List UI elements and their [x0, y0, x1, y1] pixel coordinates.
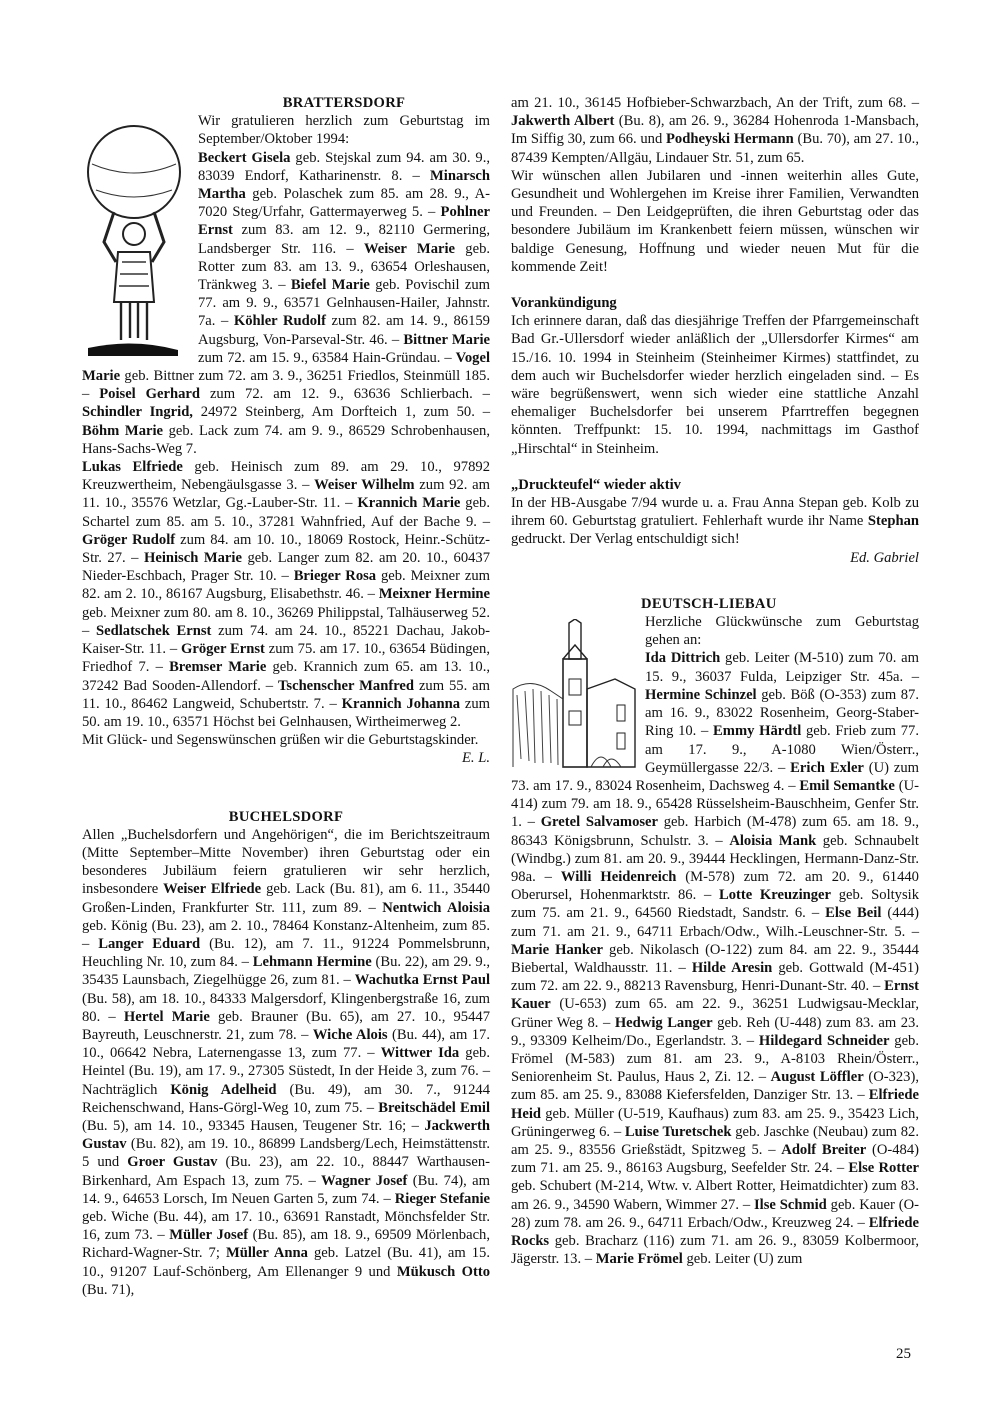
person-name: Gröger Rudolf: [82, 531, 176, 548]
brattersdorf-closing-text: Mit Glück- und Segenswünschen grüßen wir die Geburtstagskinder.: [82, 732, 479, 749]
entry-text: (Bu. 23), am 22. 10., 88447 Warthausen-Birkenhard, Am Espach 13, zum 75. –: [82, 1154, 490, 1189]
entry-text: geb. Stejskal zum 94. am 30. 9., 83039 Endorf, Katharinenstr. 8. –: [198, 149, 490, 184]
left-column: [82, 94, 490, 1299]
person-name: Groer Gustav: [127, 1154, 218, 1171]
entry-text: geb. Gottwald (M-451) zum 72. am 22. 9., 88213 Ravensburg, Henri-Dunant-Str. 40. –: [511, 959, 919, 995]
person-name: Else Beil: [825, 905, 882, 922]
person-name: Ida Dittrich: [645, 650, 721, 667]
person-name: Weiser Wilhelm: [314, 477, 415, 494]
entry-text: geb. Schubert (M-214, Wtw. v. Albert Rotter, Heimatdichter) zum 83. am 26. 9., 34590 Wabern, Wimmer 27. –: [511, 1178, 919, 1213]
person-name: Podheyski Hermann: [666, 131, 794, 148]
entry-text: (Bu. 49), am 30. 7., 91244 Reichenschwand, Hans-Görgl-Weg 10, zum 75. –: [82, 1081, 490, 1116]
entry-text: geb. Harbich (M-478) zum 65. am 18. 9., 86343 Königsbrunn, Schulstr. 3. –: [511, 814, 920, 849]
person-name: Nentwich Aloisia: [382, 899, 491, 916]
entry-text: In der HB-Ausgabe 7/94 wurde u. a. Frau Anna Stepan geb. Kolb zu ihrem 60. Geburtstag gratuliert. Fehlerhaft wurde ihr Name: [511, 495, 919, 530]
person-name: Pohlner Ernst: [198, 204, 490, 239]
person-name: Marie Frömel: [595, 1251, 683, 1268]
person-name: Lotte Kreuzinger: [718, 887, 831, 904]
entry-text: Allen „Buchelsdorfern und Angehörigen“, die im Berichtszeitraum (Mitte September–Mitte November) ihren Geburtstag oder ein besonderes Jubiläum feiern gratulieren wir sehr herzlich, insbesondere: [82, 826, 490, 898]
person-name: Tschenscher Manfred: [278, 677, 415, 694]
person-name: Müller Anna: [225, 1245, 308, 1262]
entry-text: geb. Heintel (Bu. 19), am 17. 9., 27305 Süstedt, In der Heide 3, zum 76. – Nachträglich: [82, 1045, 491, 1098]
entry-text: (Bu. 85), am 18. 9., 69509 Mörlenbach, Richard-Wagner-Str. 7;: [82, 1227, 490, 1262]
person-name: Adolf Breiter: [781, 1141, 867, 1158]
person-name: Mükusch Otto: [396, 1263, 490, 1280]
entry-text: (Bu. 22), am 29. 9., 35435 Launsbach, Ziegelhügge 26, zum 81. –: [82, 954, 490, 989]
person-name: Gretel Salvamoser: [540, 814, 659, 831]
person-name: Wagner Josef: [321, 1172, 408, 1189]
entry-text: geb. Langer zum 82. am 20. 10., 60437 Nieder-Eschbach, Prager Str. 10. –: [82, 550, 491, 585]
entry-text: (Bu. 82), am 19. 10., 86899 Landsberg/Lech, Heimstättenstr. 5 und: [82, 1136, 490, 1171]
entry-text: geb. Meixner zum 80. am 8. 10., 36269 Philippstal, Talhäuserweg 52. –: [82, 604, 490, 639]
person-name: Langer Eduard: [98, 935, 201, 952]
entry-text: (U-653) zum 65. am 22. 9., 36251 Ludwigsau-Mecklar, Grüner Weg 8. –: [511, 996, 919, 1031]
entry-text: geb. Bracharz (116) zum 71. am 26. 9., 83059 Kolbermoor, Jägerstr. 13. –: [511, 1232, 919, 1268]
person-name: Wachutka Ernst Paul: [354, 972, 490, 989]
person-name: Stephan: [867, 513, 919, 530]
entry-text: geb. Brauner (Bu. 65), am 27. 10., 95447 Bayreuth, Leuschnerstr. 21, zum 78. –: [82, 1008, 490, 1043]
person-name: Schindler Ingrid,: [82, 404, 193, 421]
entry-text: (O-484) zum 71. am 25. 9., 86163 Augsburg, Seefelder Str. 24. –: [511, 1141, 919, 1177]
entry-text: (Bu. 70), am 27. 10., 87439 Kempten/Allgäu, Lindauer Str. 51, zum 65.: [511, 131, 919, 166]
person-name: Minarsch Martha: [198, 167, 490, 203]
person-name: Beckert Gisela: [198, 149, 291, 166]
person-name: Köhler Rudolf: [233, 313, 326, 330]
buchelsdorf-list: [82, 826, 490, 1299]
entry-text: zum 92. am 11. 10., 35576 Wetzlar, Gg.-Lauber-Str. 11. –: [82, 477, 490, 512]
deutschliebau-intro: Herzliche Glückwünsche zum Geburtstag gehen an:: [645, 614, 919, 649]
entry-text: geb. König (Bu. 23), am 2. 10., 78464 Konstanz-Altenheim, zum 85. –: [82, 917, 490, 952]
person-name: Heinisch Marie: [144, 550, 242, 567]
person-name: Bremser Marie: [169, 659, 267, 676]
entry-text: zum 72. am 12. 9., 63636 Schlierbach. –: [200, 386, 490, 403]
buchelsdorf-section: [82, 808, 490, 1299]
atlas-statue-illustration: [74, 112, 194, 360]
person-name: Meixner Hermine: [378, 586, 491, 603]
entry-text: zum 50. am 19. 10., 63571 Höchst bei Gelnhausen, Wirtheimerweg 2.: [82, 695, 490, 730]
person-name: Weiser Elfriede: [163, 881, 262, 898]
person-name: Hedwig Langer: [614, 1014, 713, 1031]
wishes-paragraph: Wir wünschen allen Jubilaren und -innen weiterhin alles Gute, Gesundheit und Wohlergehen im Kreise ihrer Familien, Verwandten und Freunden. – Den Leidgeprüften, die ihren Geburtstag oder das besondere Jubiläum im Krankenbett feiern müssen, wünschen wir baldige Genesung, Hoffnung und wieder neuen Mut für die kommende Zeit!: [511, 167, 919, 275]
entry-text: zum 75. am 17. 10., 63654 Büdingen, Friedhof 7. –: [82, 641, 490, 676]
person-name: Ilse Schmid: [754, 1196, 827, 1213]
person-name: Hertel Marie: [123, 1008, 210, 1025]
person-name: Jackwerth Gustav: [82, 1117, 490, 1153]
brattersdorf-closing: [82, 731, 490, 749]
entry-text: geb. Wiche (Bu. 44), am 17. 10., 63691 Ranstadt, Mönchsfelder Str. 16, zum 73. –: [82, 1208, 490, 1244]
church-tower-illustration: [511, 619, 639, 769]
entry-text: geb. Leiter (U) zum: [682, 1251, 803, 1268]
entry-text: geb. Böß (O-353) zum 87. am 16. 9., 83022 Rosenheim, Georg-Staber-Ring 10. –: [645, 686, 920, 740]
page-number: 25: [896, 1346, 911, 1362]
entry-text: (M-578) zum 72. am 20. 9., 61440 Oberursel, Hohenmarktstr. 86. –: [511, 868, 919, 904]
entry-text: (Bu. 71),: [82, 1281, 135, 1298]
brattersdorf-list-2: [82, 458, 490, 731]
entry-text: zum 84. am 10. 10., 18069 Rostock, Heinr.-Schütz-Str. 27. –: [82, 531, 490, 567]
entry-text: geb. Rotter zum 83. am 13. 9., 63654 Orleshausen, Tränkweg 3. –: [198, 240, 491, 294]
person-name: Rieger Stefanie: [394, 1190, 491, 1207]
person-name: Sedlatschek Ernst: [96, 622, 212, 639]
person-name: Breitschädel Emil: [378, 1099, 490, 1116]
person-name: Wittwer Ida: [380, 1045, 460, 1062]
entry-text: geb. Lack (Bu. 81), am 6. 11., 35440 Großen-Linden, Frankfurter Str. 111, zum 89. –: [82, 881, 491, 916]
entry-text: zum 82. am 14. 9., 86159 Augsburg, Von-Parseval-Str. 46. –: [198, 313, 490, 348]
entry-text: (Bu. 8), am 26. 9., 36284 Hohenroda 1-Mansbach, Im Siffig 30, zum 66. und: [511, 113, 919, 148]
entry-text: geb. Krannich zum 65. am 13. 10., 37242 Bad Sooden-Allendorf. –: [82, 659, 490, 694]
person-name: Böhm Marie: [82, 422, 164, 439]
person-name: Müller Josef: [169, 1227, 249, 1244]
entry-text: zum 74. am 24. 10., 85221 Dachau, Jakob-Kaiser-Str. 11. –: [82, 622, 491, 658]
person-name: Brieger Rosa: [293, 568, 377, 585]
entry-text: (444) zum 71. am 21. 9., 64711 Erbach/Odw., Wilh.-Leuschner-Str. 5. –: [511, 905, 919, 940]
entry-text: geb. Meixner zum 82. am 2. 10., 86167 Augsburg, Elisabethstr. 46. –: [82, 568, 490, 603]
deutschliebau-section: [511, 595, 919, 1269]
person-name: Gröger Ernst: [181, 641, 265, 658]
person-name: Emil Semantke: [799, 777, 895, 794]
entry-text: geb. Polaschek zum 85. am 28. 9., A-7020 Steg/Urfahr, Gattermayerweg 5. –: [198, 186, 490, 221]
entry-text: geb. Bittner zum 72. am 3. 9., 36251 Friedlos, Steinmüll 185. –: [82, 368, 490, 403]
person-name: Elfriede Rocks: [511, 1214, 919, 1249]
brattersdorf-heading: BRATTERSDORF: [282, 95, 406, 111]
entry-text: zum 83. am 12. 9., 82110 Germering, Landsberger Str. 116. –: [198, 222, 490, 257]
entry-text: zum 72. am 15. 9., 63584 Hain-Gründau. –: [198, 349, 456, 366]
entry-text: geb. Jaschke (Neubau) zum 82. am 25. 9., 83556 Grießstädt, Spitzweg 5. –: [511, 1123, 920, 1158]
entry-text: geb. Müller (U-519, Kaufhaus) zum 83. am 25. 9., 35423 Lich, Grüningerweg 6. –: [511, 1105, 919, 1140]
person-name: August Löffler: [770, 1069, 864, 1086]
person-name: Poisel Gerhard: [99, 386, 200, 403]
person-name: Krannich Marie: [357, 495, 461, 512]
entry-text: geb. Lack zum 74. am 9. 9., 86529 Schrobenhausen, Hans-Sachs-Weg 7.: [82, 422, 490, 457]
person-name: Luise Turetschek: [624, 1123, 732, 1140]
person-name: Lukas Elfriede: [82, 459, 183, 476]
brattersdorf-signature: E. L.: [462, 750, 490, 767]
person-name: König Adelheid: [170, 1081, 277, 1098]
person-name: Wiche Alois: [312, 1026, 388, 1043]
buchelsdorf-continuation: [511, 94, 919, 167]
entry-text: (Bu. 5), am 14. 10., 93345 Hausen, Teugener Str. 16; –: [82, 1117, 425, 1134]
entry-text: gedruckt. Der Verlag entschuldigt sich!: [511, 531, 740, 548]
person-name: Hilde Aresin: [691, 959, 773, 976]
druckteufel-text: [511, 494, 919, 549]
person-name: Bittner Marie: [403, 331, 490, 348]
person-name: Else Rotter: [848, 1160, 919, 1177]
entry-text: geb. Schnaubelt (Windbg.) zum 81. am 20. 9., 39444 Hecklingen, Hermann-Danz-Str. 98a. –: [511, 832, 919, 885]
buchelsdorf-heading: BUCHELSDORF: [228, 808, 344, 825]
person-name: Biefel Marie: [290, 277, 370, 294]
vorankuendigung-heading: Vorankündigung: [511, 295, 617, 312]
person-name: Lehmann Hermine: [252, 954, 372, 971]
entry-text: geb. Povischil zum 77. am 9. 9., 63571 Gelnhausen-Hailer, Jahnstr. 7a. –: [198, 277, 490, 330]
person-name: Aloisia Mank: [729, 832, 817, 849]
person-name: Marie Hanker: [511, 941, 603, 958]
person-name: Ernst Kauer: [511, 978, 919, 1013]
person-name: Hildegard Schneider: [758, 1032, 890, 1049]
vorankuendigung-text: Ich erinnere daran, daß das diesjährige Treffen der Pfarrgemeinschaft Bad Gr.-Ullersdorf wieder anläßlich der „Ullersdorfer Kirmes“ am 15./16. 10. 1994 in Steinheim (Steinheimer Kirmes) stattfindet, zu dem auch wir Buchelsdorfer wieder herzlich eingeladen sind. – Es wäre begrüßenswert, wenn sich wieder eine stattliche Anzahl ehemaliger Buchelsdorfer bei unserem Pfarrtreffen begegnen könnten. Treffpunkt: 15. 10. 1994, nachmittags im Gasthof „Hirschtal“ in Steinheim.: [511, 313, 919, 457]
entry-text: am 21. 10., 36145 Hofbieber-Schwarzbach, An der Trift, zum 68. –: [511, 95, 919, 111]
brattersdorf-intro: Wir gratulieren herzlich zum Geburtstag im September/Oktober 1994:: [198, 113, 490, 148]
person-name: Willi Heidenreich: [560, 868, 677, 885]
entry-text: zum 55. am 11. 10., 86462 Langweid, Schubertstr. 7. –: [82, 677, 490, 712]
person-name: Elfriede Heid: [511, 1087, 919, 1122]
brattersdorf-section: [82, 94, 490, 768]
entry-text: (Bu. 74), am 14. 9., 64653 Lorsch, Im Neuen Garten 5, zum 74. –: [82, 1172, 490, 1207]
person-name: Vogel Marie: [82, 349, 490, 385]
entry-text: (Bu. 44), am 17. 10., 06642 Nebra, Laternengasse 13, zum 77. –: [82, 1026, 490, 1062]
entry-text: geb. Frieb zum 77. am 17. 9., A-1080 Wien/Österr., Geymüllergasse 22/3. –: [645, 723, 919, 776]
person-name: Jakwerth Albert: [511, 113, 615, 130]
entry-text: geb. Heinisch zum 89. am 29. 10., 97892 Kreuzwertheim, Nebengäulsgasse 3. –: [82, 459, 490, 494]
entry-text: geb. Soltysik zum 75. am 21. 9., 64560 Riedstadt, Sandstr. 6. –: [511, 887, 920, 922]
entry-text: geb. Frömel (M-583) zum 81. am 23. 9., A-8103 Rhein/Österr., Seniorenheim St. Paulus, Haus 2, Zi. 12. –: [511, 1032, 919, 1086]
druckteufel-signature: Ed. Gabriel: [850, 549, 919, 566]
entry-text: geb. Reh (U-448) zum 83. am 23. 9., 93309 Kelheim/Do., Egerlandstr. 3. –: [511, 1014, 920, 1049]
deutschliebau-heading: DEUTSCH-LIEBAU: [641, 595, 777, 612]
entry-text: (Bu. 12), am 7. 11., 91224 Pommelsbrunn, Heuchling Nr. 10, zum 84. –: [82, 935, 490, 971]
entry-text: geb. Latzel (Bu. 41), am 15. 10., 91207 Lauf-Schönberg, Am Ellenanger 9 und: [82, 1245, 491, 1280]
druckteufel-heading: „Druckteufel“ wieder aktiv: [511, 476, 681, 493]
entry-text: geb. Kauer (O-28) zum 78. am 26. 9., 64711 Erbach/Odw., Kreuzweg 24. –: [511, 1196, 920, 1231]
person-name: Krannich Johanna: [341, 695, 461, 712]
entry-text: geb. Leiter (M-510) zum 70. am 15. 9., 36037 Fulda, Leipziger Str. 45a. –: [645, 650, 920, 685]
entry-text: geb. Schartel zum 85. am 5. 10., 37281 Wahnfried, Auf der Bache 9. –: [82, 495, 490, 530]
entry-text: (U) zum 73. am 17. 9., 83024 Rosenheim, Dachsweg 4. –: [511, 759, 919, 794]
person-name: Hermine Schinzel: [645, 686, 757, 703]
entry-text: (U-414) zum 79. am 18. 9., 65428 Rüsselsheim-Bauschheim, Genfer Str. 1. –: [511, 777, 919, 831]
entry-text: (Bu. 58), am 18. 10., 84333 Malgersdorf, Klingenbergstraße 16, zum 80. –: [82, 990, 490, 1025]
person-name: Weiser Marie: [363, 240, 456, 257]
right-column: [511, 94, 919, 1268]
entry-text: geb. Nikolasch (O-122) zum 84. am 22. 9., 35444 Biebertal, Waldhausstr. 11. –: [511, 941, 919, 976]
person-name: Erich Exler: [790, 759, 864, 776]
entry-text: 24972 Steinberg, Am Dorfteich 1, zum 50. –: [192, 404, 490, 421]
entry-text: (O-323), zum 85. am 25. 9., 83088 Kiefersfelden, Danziger Str. 13. –: [511, 1069, 919, 1104]
person-name: Emmy Härdtl: [713, 723, 802, 740]
